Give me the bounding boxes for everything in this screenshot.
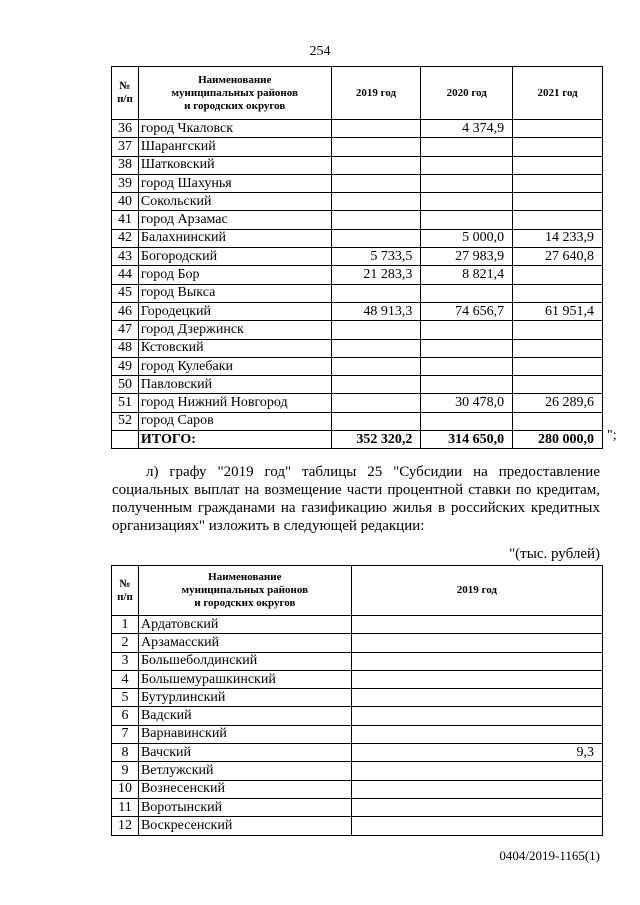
value-2020 (421, 321, 513, 339)
value-2019 (351, 689, 602, 707)
district-name: город Кулебаки (138, 357, 331, 375)
subsidy-table-1 (111, 66, 603, 449)
table-row (112, 616, 603, 634)
value-2019: 5 733,5 (331, 248, 421, 266)
value-2020 (421, 412, 513, 430)
unit-note: "(тыс. рублей) (509, 546, 600, 562)
table-row (112, 670, 603, 688)
value-2019 (331, 284, 421, 302)
district-name: Кстовский (138, 339, 331, 357)
value-2019 (331, 412, 421, 430)
value-2021 (513, 357, 603, 375)
table-row (112, 284, 603, 302)
row-number: 50 (112, 376, 139, 394)
row-number: 4 (112, 670, 139, 688)
total-empty-cell (112, 431, 139, 449)
value-2021 (513, 321, 603, 339)
table-row (112, 707, 603, 725)
row-number: 7 (112, 725, 139, 743)
value-2019 (331, 156, 421, 174)
value-2019 (351, 780, 602, 798)
district-name: Ветлужский (138, 762, 351, 780)
value-2019 (331, 339, 421, 357)
total-2019: 352 320,2 (331, 431, 421, 449)
row-number: 46 (112, 302, 139, 320)
value-2020 (421, 284, 513, 302)
table-row (112, 394, 603, 412)
value-2019 (331, 193, 421, 211)
row-number: 11 (112, 798, 139, 816)
row-number: 12 (112, 817, 139, 835)
row-number: 6 (112, 707, 139, 725)
row-number: 44 (112, 266, 139, 284)
row-number: 52 (112, 412, 139, 430)
table-row (112, 211, 603, 229)
district-name: Арзамасский (138, 634, 351, 652)
value-2019 (351, 817, 602, 835)
table-row (112, 138, 603, 156)
district-name: Ардатовский (138, 616, 351, 634)
district-name: город Выкса (138, 284, 331, 302)
value-2020: 4 374,9 (421, 120, 513, 138)
row-number: 2 (112, 634, 139, 652)
value-2020: 30 478,0 (421, 394, 513, 412)
table1-header-2021: 2021 год (513, 67, 603, 120)
district-name: Воскресенский (138, 817, 351, 835)
value-2019: 48 913,3 (331, 302, 421, 320)
total-row (112, 431, 603, 449)
table1-header-2020: 2020 год (421, 67, 513, 120)
district-name: Богородский (138, 248, 331, 266)
value-2019 (351, 670, 602, 688)
table-row (112, 725, 603, 743)
value-2021 (513, 339, 603, 357)
row-number: 43 (112, 248, 139, 266)
table-row (112, 248, 603, 266)
row-number: 49 (112, 357, 139, 375)
value-2021 (513, 138, 603, 156)
value-2019: 21 283,3 (331, 266, 421, 284)
district-name: Вадский (138, 707, 351, 725)
row-number: 9 (112, 762, 139, 780)
value-2021: 27 640,8 (513, 248, 603, 266)
value-2020 (421, 193, 513, 211)
value-2021: 14 233,9 (513, 229, 603, 247)
table2-header-row (112, 566, 603, 616)
table-row (112, 762, 603, 780)
district-name: город Дзержинск (138, 321, 331, 339)
table1-header-row (112, 67, 603, 120)
table1-header-num: № п/п (112, 67, 139, 120)
district-name: Вачский (138, 744, 351, 762)
value-2021 (513, 376, 603, 394)
amendment-paragraph: л) графу "2019 год" таблицы 25 "Субсидии на предоставление социальных выплат на возмещение части процентной ставки по кредитам, полученным гражданами на газификацию жилья в российских кредитных организациях" изложить в следующей редакции: (112, 464, 600, 534)
table1-header-2019: 2019 год (331, 67, 421, 120)
district-name: Воротынский (138, 798, 351, 816)
district-name: город Нижний Новгород (138, 394, 331, 412)
row-number: 5 (112, 689, 139, 707)
value-2020 (421, 156, 513, 174)
table2-header-name: Наименование муниципальных районов и городских округов (138, 566, 351, 616)
district-name: город Арзамас (138, 211, 331, 229)
value-2019 (351, 707, 602, 725)
table-row (112, 817, 603, 835)
table-row (112, 412, 603, 430)
total-2021: 280 000,0 (513, 431, 603, 449)
subsidy-table-2 (111, 565, 603, 836)
row-number: 48 (112, 339, 139, 357)
row-number: 3 (112, 652, 139, 670)
value-2020: 27 983,9 (421, 248, 513, 266)
district-name: Бутурлинский (138, 689, 351, 707)
row-number: 41 (112, 211, 139, 229)
table-row (112, 689, 603, 707)
row-number: 42 (112, 229, 139, 247)
table1-closing-quote: "; (607, 428, 617, 443)
table-row (112, 798, 603, 816)
value-2020: 5 000,0 (421, 229, 513, 247)
row-number: 8 (112, 744, 139, 762)
value-2019 (331, 174, 421, 192)
value-2021 (513, 412, 603, 430)
value-2019 (351, 725, 602, 743)
district-name: город Бор (138, 266, 331, 284)
table-row (112, 174, 603, 192)
district-name: Шатковский (138, 156, 331, 174)
row-number: 38 (112, 156, 139, 174)
value-2021 (513, 193, 603, 211)
table2-header-num: № п/п (112, 566, 139, 616)
district-name: Большемурашкинский (138, 670, 351, 688)
table2-header-2019: 2019 год (351, 566, 602, 616)
row-number: 39 (112, 174, 139, 192)
value-2020 (421, 376, 513, 394)
value-2019 (331, 229, 421, 247)
page-number: 254 (309, 44, 331, 59)
district-name: Сокольский (138, 193, 331, 211)
table-row (112, 780, 603, 798)
table-row (112, 339, 603, 357)
row-number: 45 (112, 284, 139, 302)
value-2020 (421, 211, 513, 229)
table-row (112, 744, 603, 762)
value-2021 (513, 284, 603, 302)
row-number: 51 (112, 394, 139, 412)
table1-header-name: Наименование муниципальных районов и городских округов (138, 67, 331, 120)
table-row (112, 156, 603, 174)
value-2019 (331, 321, 421, 339)
district-name: город Чкаловск (138, 120, 331, 138)
total-2020: 314 650,0 (421, 431, 513, 449)
value-2019 (331, 376, 421, 394)
value-2019 (351, 634, 602, 652)
value-2020 (421, 138, 513, 156)
district-name: Павловский (138, 376, 331, 394)
row-number: 36 (112, 120, 139, 138)
value-2019 (351, 652, 602, 670)
table-row (112, 120, 603, 138)
value-2019: 9,3 (351, 744, 602, 762)
table-row (112, 634, 603, 652)
total-label: ИТОГО: (138, 431, 331, 449)
value-2021 (513, 211, 603, 229)
row-number: 40 (112, 193, 139, 211)
value-2019 (351, 798, 602, 816)
table-row (112, 229, 603, 247)
value-2019 (351, 762, 602, 780)
table-row (112, 321, 603, 339)
value-2021 (513, 174, 603, 192)
row-number: 37 (112, 138, 139, 156)
value-2020: 74 656,7 (421, 302, 513, 320)
value-2019 (331, 120, 421, 138)
district-name: Городецкий (138, 302, 331, 320)
table-row (112, 302, 603, 320)
value-2021: 26 289,6 (513, 394, 603, 412)
table-row (112, 652, 603, 670)
value-2019 (331, 211, 421, 229)
district-name: город Саров (138, 412, 331, 430)
value-2019 (331, 138, 421, 156)
row-number: 10 (112, 780, 139, 798)
value-2021 (513, 266, 603, 284)
district-name: Шарангский (138, 138, 331, 156)
value-2019 (351, 616, 602, 634)
value-2020: 8 821,4 (421, 266, 513, 284)
district-name: Вознесенский (138, 780, 351, 798)
district-name: Большеболдинский (138, 652, 351, 670)
district-name: город Шахунья (138, 174, 331, 192)
value-2019 (331, 394, 421, 412)
value-2021: 61 951,4 (513, 302, 603, 320)
row-number: 1 (112, 616, 139, 634)
table-row (112, 357, 603, 375)
document-code: 0404/2019-1165(1) (499, 848, 600, 863)
table-row (112, 266, 603, 284)
value-2020 (421, 339, 513, 357)
value-2020 (421, 357, 513, 375)
value-2019 (331, 357, 421, 375)
table-row (112, 193, 603, 211)
district-name: Балахнинский (138, 229, 331, 247)
value-2021 (513, 120, 603, 138)
table-row (112, 376, 603, 394)
value-2021 (513, 156, 603, 174)
value-2020 (421, 174, 513, 192)
district-name: Варнавинский (138, 725, 351, 743)
row-number: 47 (112, 321, 139, 339)
